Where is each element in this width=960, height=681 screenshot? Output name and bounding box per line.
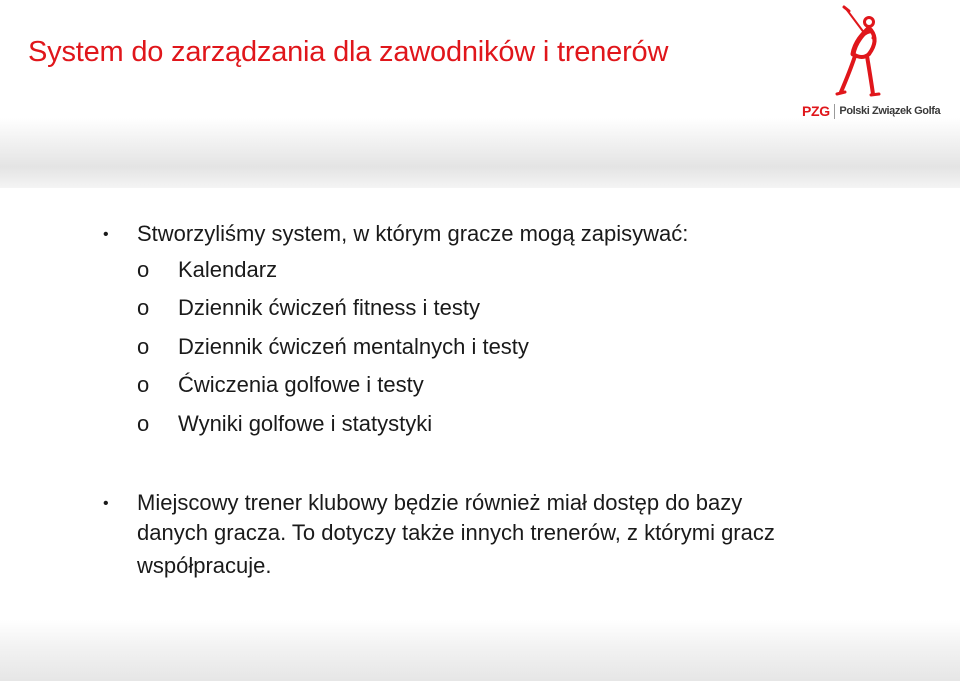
bullet-marker: • [103,495,109,512]
subitem-marker: o [137,257,150,282]
bullet-marker: • [103,226,109,243]
bullet-text: współpracuje. [137,553,272,578]
subitem-marker: o [137,411,150,436]
subitem-text: Ćwiczenia golfowe i testy [178,372,424,397]
logo-name: Polski Związek Golfa [839,105,941,117]
subitem-text: Wyniki golfowe i statystyki [178,411,433,436]
logo-abbreviation: PZG [802,103,830,119]
bullet-text: Miejscowy trener klubowy będzie również miał dostęp do bazy [137,490,743,515]
bullet-text: Stworzyliśmy system, w którym gracze mogą zapisywać: [137,221,689,246]
subitem-text: Kalendarz [178,257,278,282]
subitem-marker: o [137,372,150,397]
subitem-marker: o [137,295,150,320]
slide-title: System do zarządzania dla zawodników i trenerów [28,36,669,68]
subitem-text: Dziennik ćwiczeń mentalnych i testy [178,334,529,359]
subitem-marker: o [137,334,150,359]
subitem-text: Dziennik ćwiczeń fitness i testy [178,295,480,320]
bullet-text: danych gracza. To dotyczy także innych trenerów, z którymi gracz [137,520,775,545]
